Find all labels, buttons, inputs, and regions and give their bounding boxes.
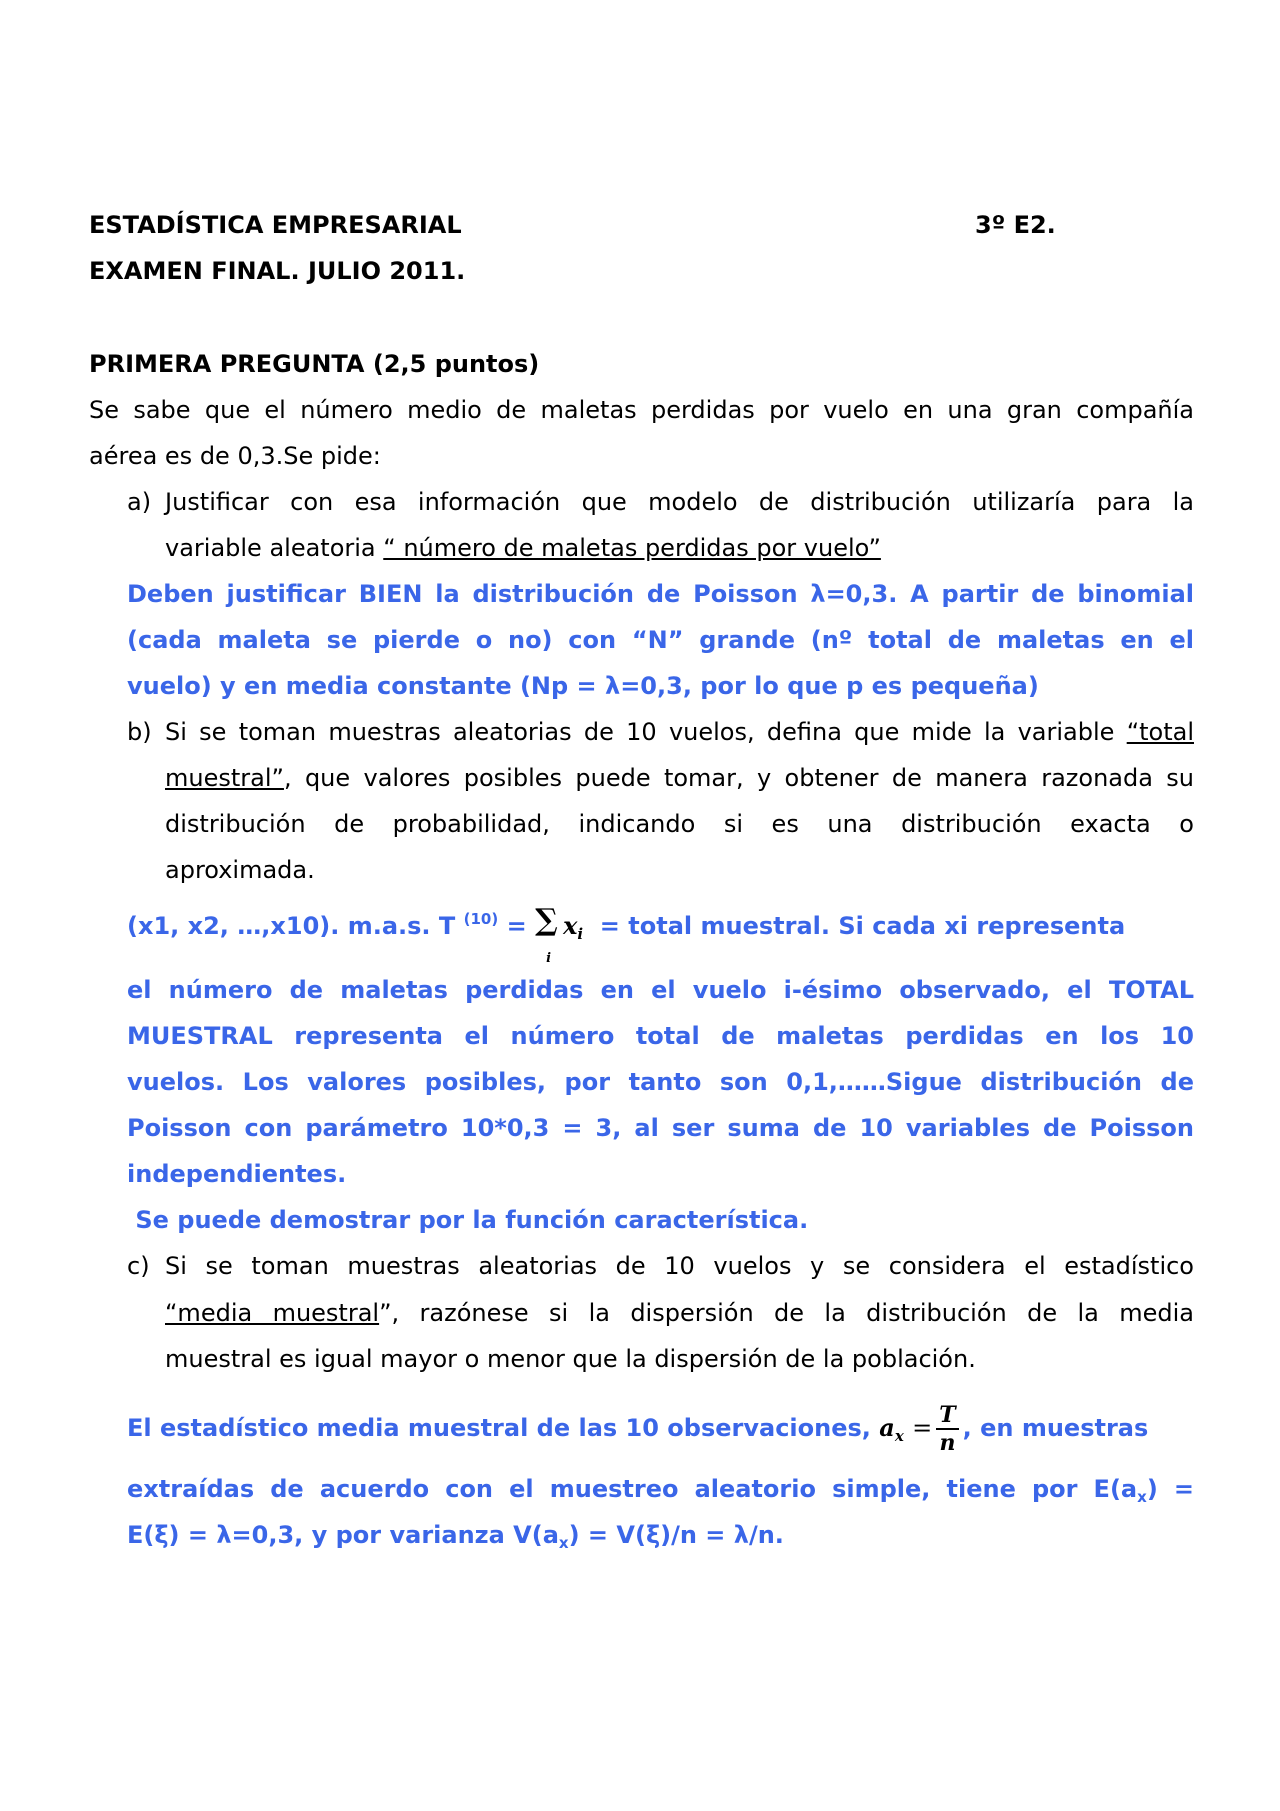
part-b-answer-line-5: Poisson con parámetro 10*0,3 = 3, al ser suma de 10 variables de Poisson — [127, 1114, 1194, 1142]
part-c-media-muestral: “media muestral — [165, 1299, 380, 1327]
part-c-line-3: muestral es igual mayor o menor que la dispersión de la población. — [165, 1345, 976, 1373]
part-b-answer-line-6: independientes. — [127, 1160, 347, 1188]
part-c-answer-formula-line — [127, 1402, 1148, 1456]
part-c-answer-formula-start: El estadístico media muestral de las 10 observaciones, — [127, 1414, 871, 1442]
part-c-line-2 — [165, 1297, 1194, 1329]
fraction-lhs: $a_x$ — [879, 1413, 904, 1445]
part-a-answer-line-3: vuelo) y en media constante (Np = λ=0,3, por lo que p es pequeña) — [127, 672, 1039, 700]
part-c-answer-formula-end: , en muestras — [962, 1414, 1149, 1442]
part-a-answer-line-2: (cada maleta se pierde o no) con “N” grande (nº total de maletas en el — [127, 626, 1194, 654]
part-c-answer-line-2: extraídas de acuerdo con el muestreo aleatorio simple, tiene por $E(a_x)$ = — [127, 1475, 1194, 1506]
part-b-answer-line-2: el número de maletas perdidas en el vuelo i-ésimo observado, el TOTAL — [127, 976, 1194, 1004]
part-b-line-4: aproximada. — [165, 856, 315, 884]
part-b-label: b) — [127, 718, 152, 746]
part-b-answer-formula-line — [127, 903, 1126, 966]
part-a-line-2 — [165, 532, 881, 564]
part-b-answer-formula-start: (x1, x2, …,x10). m.a.s. T — [127, 912, 456, 940]
part-a-answer-line-1: Deben justificar BIEN la distribución de Poisson λ=0,3. A partir de binomial — [127, 580, 1194, 608]
part-b-answer-line-7: Se puede demostrar por la función característica. — [127, 1206, 809, 1234]
part-a-line-2-text: variable aleatoria — [165, 534, 384, 562]
part-b-line-2-text: , que valores posibles puede tomar, y obtener de manera razonada su — [283, 764, 1194, 792]
part-b-answer-line-3: MUESTRAL representa el número total de maletas perdidas en los 10 — [127, 1022, 1194, 1050]
part-b-answer-superscript: (10) — [463, 910, 499, 928]
part-b-line-1-text: Si se toman muestras aleatorias de 10 vuelos, defina que mide la variable — [165, 718, 1127, 746]
part-b-answer-formula-end: = total muestral. Si cada xi representa — [599, 912, 1126, 940]
summation-variable: $x_i$ — [563, 911, 584, 943]
question-intro-line-1: Se sabe que el número medio de maletas perdidas por vuelo en una gran compañía — [89, 396, 1194, 424]
question-intro-line-2: aérea es de 0,3.Se pide: — [89, 442, 381, 470]
summation-symbol: ∑ i — [535, 903, 558, 966]
fraction-equals: = — [912, 1414, 933, 1442]
part-b-answer-equals: = — [506, 912, 527, 940]
course-group: 3º E2. — [975, 211, 1056, 239]
part-b-line-1 — [165, 716, 1194, 748]
part-c-label: c) — [127, 1252, 150, 1280]
part-b-total-muestral-end: muestral” — [165, 764, 284, 792]
part-c-line-2-text: ”, razónese si la dispersión de la distribución de la media — [379, 1299, 1195, 1327]
part-b-line-3: distribución de probabilidad, indicando si es una distribución exacta o — [165, 810, 1194, 838]
part-a-variable-name: “ número de maletas perdidas por vuelo” — [383, 534, 881, 562]
part-a-line-1: Justificar con esa información que modelo de distribución utilizaría para la — [165, 488, 1194, 516]
course-title: ESTADÍSTICA EMPRESARIAL — [89, 211, 462, 239]
part-b-line-2 — [165, 762, 1194, 794]
part-a-label: a) — [127, 488, 152, 516]
part-b-total-muestral-start: “total — [1126, 718, 1194, 746]
question-heading: PRIMERA PREGUNTA (2,5 puntos) — [89, 350, 540, 378]
exam-subtitle: EXAMEN FINAL. JULIO 2011. — [89, 257, 466, 285]
part-c-answer-line-3: E(ξ) = λ=0,3, y por varianza $V(a_x) = V(\xi)/n = \lambda/n$. — [127, 1521, 784, 1552]
part-c-line-1: Si se toman muestras aleatorias de 10 vuelos y se considera el estadístico — [165, 1252, 1194, 1280]
fraction-t-over-n: $\frac{T}{n}$ — [936, 1402, 958, 1456]
part-b-answer-line-4: vuelos. Los valores posibles, por tanto son 0,1,……Sigue distribución de — [127, 1068, 1194, 1096]
